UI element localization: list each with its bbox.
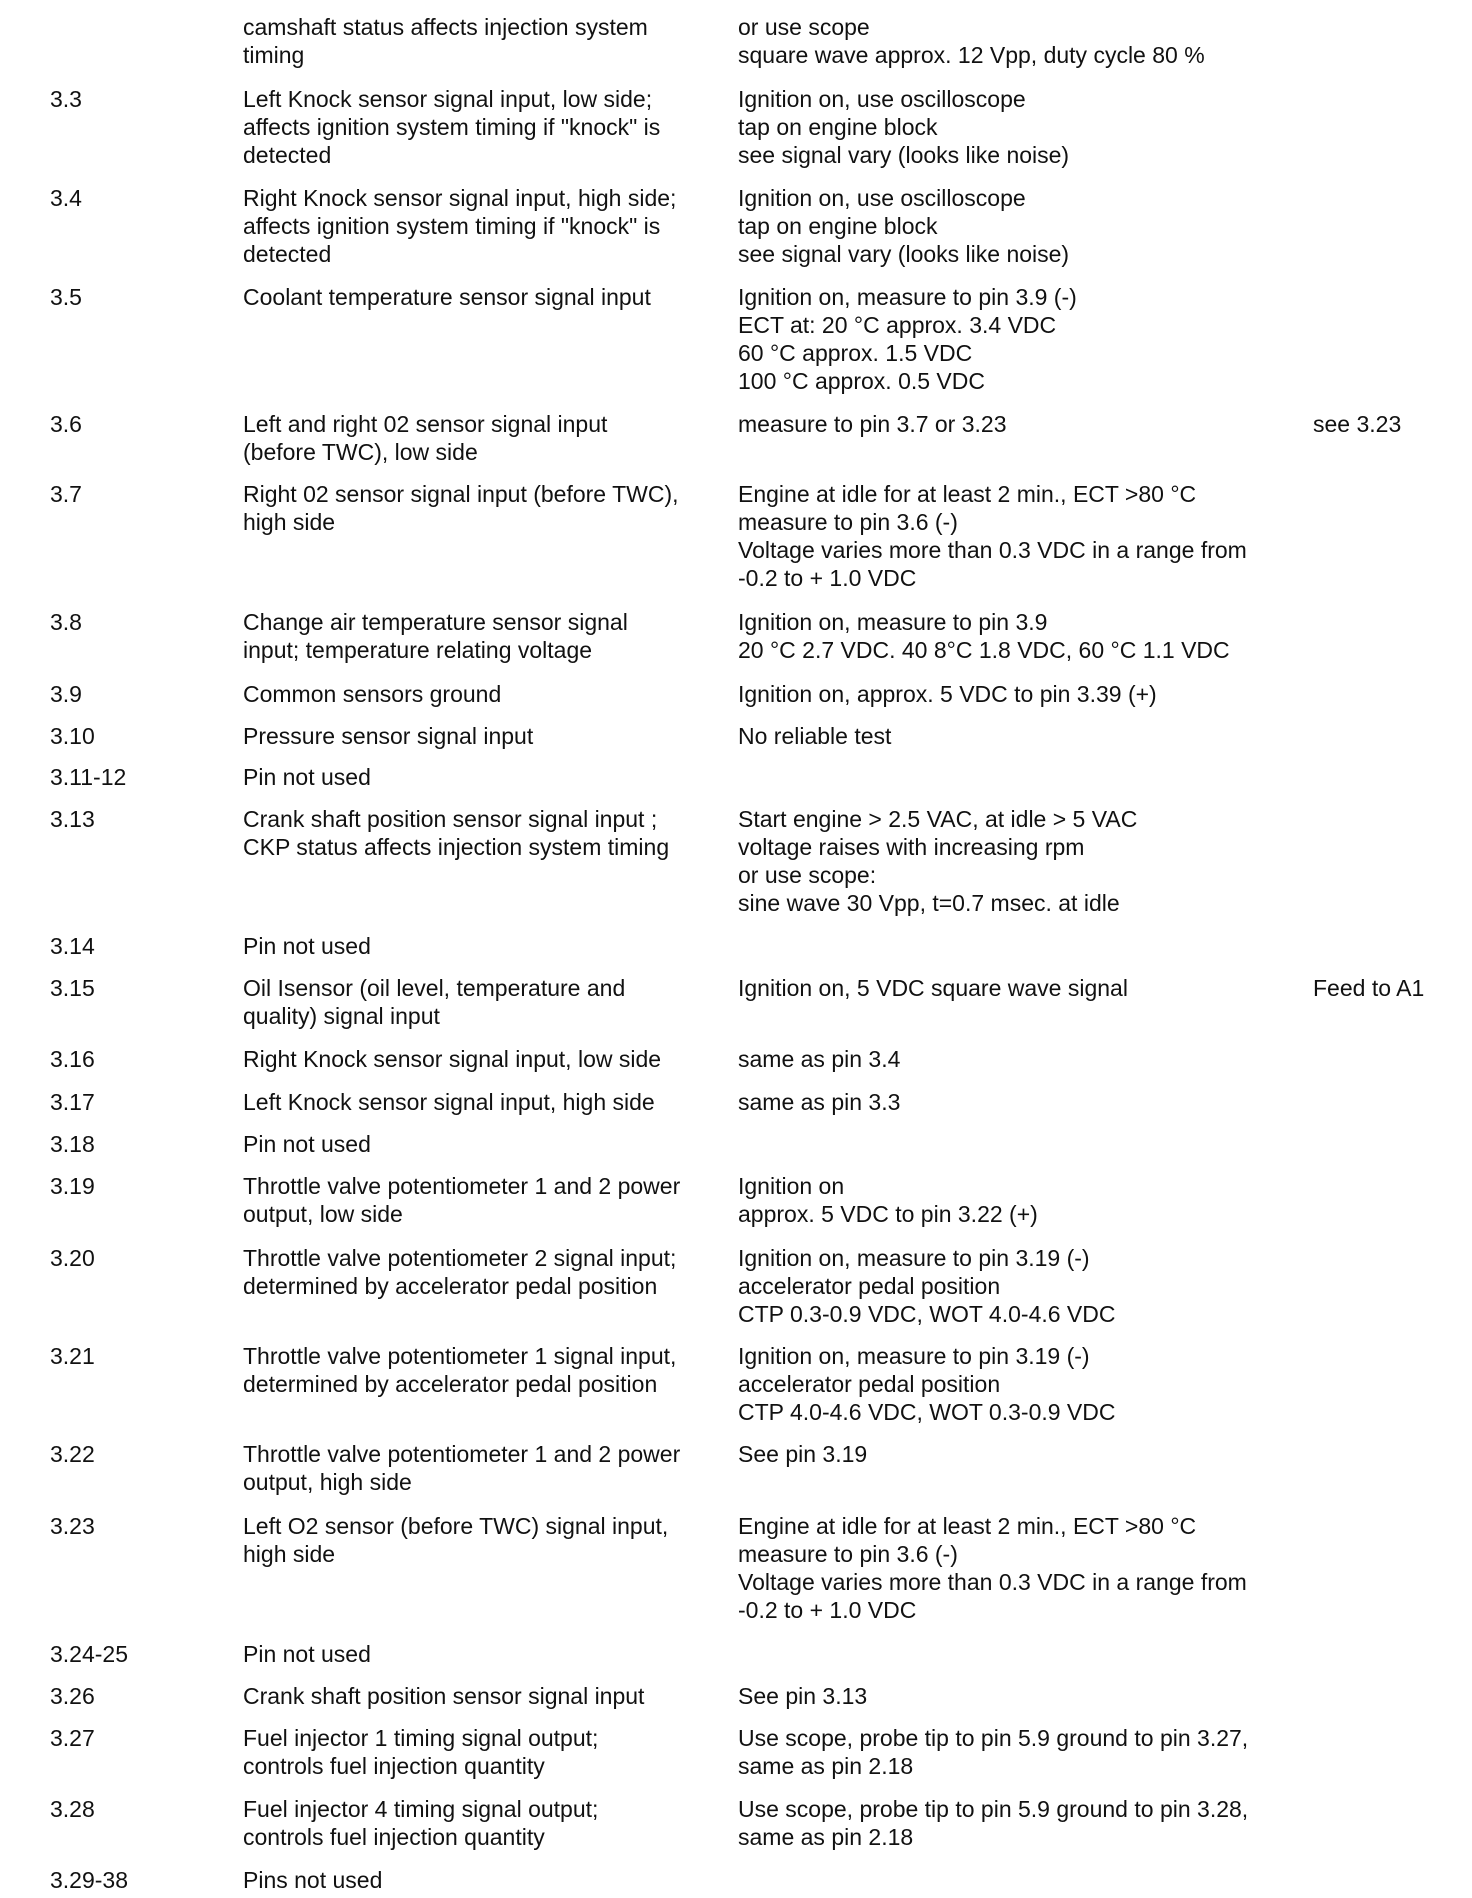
pin-function-line: high side	[243, 1541, 336, 1567]
pin-function-line: Right Knock sensor signal input, low side	[243, 1046, 662, 1072]
test-procedure-line: See pin 3.19	[738, 1441, 868, 1467]
pin-number: 3.10	[50, 723, 95, 749]
test-procedure-line: Ignition on, use oscilloscope	[738, 185, 1026, 211]
pin-function-line: detected	[243, 241, 332, 267]
test-procedure	[738, 1795, 1248, 1851]
pin-function-line: controls fuel injection quantity	[243, 1824, 545, 1850]
test-procedure-line: Voltage varies more than 0.3 VDC in a range from	[738, 537, 1247, 563]
pin-function-line: Pin not used	[243, 764, 371, 790]
test-procedure-line: Ignition on, use oscilloscope	[738, 86, 1026, 112]
test-procedure-line: 100 °C approx. 0.5 VDC	[738, 368, 985, 394]
pin-number: 3.17	[50, 1089, 95, 1115]
pin-function	[243, 480, 679, 536]
test-procedure-line: Engine at idle for at least 2 min., ECT >80 °C	[738, 1513, 1197, 1539]
pin-number: 3.6	[50, 411, 82, 437]
test-procedure	[738, 13, 1205, 69]
pin-function-line: CKP status affects injection system timing	[243, 834, 670, 860]
remark: Feed to A1	[1313, 975, 1425, 1001]
pin-number: 3.14	[50, 933, 95, 959]
pin-function-line: timing	[243, 42, 305, 68]
pin-number: 3.18	[50, 1131, 95, 1157]
pin-function-line: Pins not used	[243, 1867, 383, 1893]
pin-function-line: Coolant temperature sensor signal input	[243, 284, 651, 310]
pin-function	[243, 283, 651, 311]
pin-function	[243, 722, 533, 750]
pin-function-line: Throttle valve potentiometer 1 and 2 power	[243, 1173, 681, 1199]
test-procedure-line: Use scope, probe tip to pin 5.9 ground to pin 3.27,	[738, 1725, 1249, 1751]
pin-function-line: input; temperature relating voltage	[243, 637, 593, 663]
test-procedure-line: same as pin 3.4	[738, 1046, 901, 1072]
test-procedure	[738, 480, 1247, 592]
test-procedure	[738, 1172, 1038, 1228]
pin-function	[243, 1172, 680, 1228]
pin-function	[243, 1088, 655, 1116]
pin-function	[243, 1045, 661, 1073]
test-procedure-line: see signal vary (looks like noise)	[738, 142, 1070, 168]
pin-function-line: Right 02 sensor signal input (before TWC),	[243, 481, 679, 507]
test-procedure-line: measure to pin 3.7 or 3.23	[738, 411, 1007, 437]
pin-function-line: Pin not used	[243, 933, 371, 959]
pin-function	[243, 1724, 598, 1780]
test-procedure-line: accelerator pedal position	[738, 1371, 1001, 1397]
pin-function	[243, 932, 371, 960]
pin-function	[243, 805, 669, 861]
test-procedure	[738, 1045, 900, 1073]
pin-function-line: Throttle valve potentiometer 2 signal input;	[243, 1245, 677, 1271]
pin-function-line: Common sensors ground	[243, 681, 502, 707]
test-procedure	[738, 85, 1069, 169]
pin-function	[243, 1640, 371, 1668]
test-procedure-line: -0.2 to + 1.0 VDC	[738, 1597, 917, 1623]
test-procedure-line: same as pin 3.3	[738, 1089, 901, 1115]
test-procedure-line: tap on engine block	[738, 114, 938, 140]
test-procedure-line: sine wave 30 Vpp, t=0.7 msec. at idle	[738, 890, 1120, 916]
pin-function-line: Crank shaft position sensor signal input	[243, 1683, 645, 1709]
test-procedure	[738, 1342, 1116, 1426]
pin-function-line: Throttle valve potentiometer 1 and 2 power	[243, 1441, 681, 1467]
pin-function-line: Left Knock sensor signal input, low side;	[243, 86, 653, 112]
pin-function	[243, 85, 660, 169]
pin-function-line: Pin not used	[243, 1641, 371, 1667]
test-procedure	[738, 974, 1128, 1002]
test-procedure-line: Ignition on, 5 VDC square wave signal	[738, 975, 1128, 1001]
test-procedure-line: Start engine > 2.5 VAC, at idle > 5 VAC	[738, 806, 1138, 832]
pin-number: 3.24-25	[50, 1641, 129, 1667]
test-procedure-line: 20 °C 2.7 VDC. 40 8°C 1.8 VDC, 60 °C 1.1 VDC	[738, 637, 1230, 663]
test-procedure-line: Ignition on, measure to pin 3.19 (-)	[738, 1343, 1090, 1369]
pin-number: 3.11-12	[50, 764, 127, 790]
test-procedure	[738, 680, 1157, 708]
test-procedure-line: measure to pin 3.6 (-)	[738, 509, 958, 535]
pin-number: 3.3	[50, 86, 82, 112]
test-procedure	[738, 608, 1230, 664]
test-procedure-line: ECT at: 20 °C approx. 3.4 VDC	[738, 312, 1057, 338]
pin-function	[243, 1866, 382, 1894]
pin-function-line: (before TWC), low side	[243, 439, 478, 465]
test-procedure-line: square wave approx. 12 Vpp, duty cycle 80 %	[738, 42, 1205, 68]
pin-function	[243, 608, 628, 664]
remark: see 3.23	[1313, 411, 1402, 437]
test-procedure-line: accelerator pedal position	[738, 1273, 1001, 1299]
pin-number: 3.29-38	[50, 1867, 129, 1893]
pin-number: 3.5	[50, 284, 82, 310]
pin-function-line: Left O2 sensor (before TWC) signal input,	[243, 1513, 669, 1539]
pin-function-line: affects ignition system timing if "knock" is	[243, 114, 661, 140]
test-procedure-line: or use scope:	[738, 862, 877, 888]
pin-number: 3.13	[50, 806, 95, 832]
test-procedure-line: tap on engine block	[738, 213, 938, 239]
pin-function-line: detected	[243, 142, 332, 168]
pin-function-line: affects ignition system timing if "knock" is	[243, 213, 661, 239]
pin-function-line: controls fuel injection quantity	[243, 1753, 545, 1779]
pin-function-line: determined by accelerator pedal position	[243, 1371, 658, 1397]
pin-function	[243, 1512, 668, 1568]
test-procedure	[738, 283, 1077, 395]
pin-function	[243, 1130, 371, 1158]
test-procedure-line: 60 °C approx. 1.5 VDC	[738, 340, 973, 366]
pin-number: 3.15	[50, 975, 95, 1001]
pin-function-line: high side	[243, 509, 336, 535]
test-procedure-line: Engine at idle for at least 2 min., ECT >80 °C	[738, 481, 1197, 507]
pin-function-line: Throttle valve potentiometer 1 signal input,	[243, 1343, 677, 1369]
pin-function-line: output, high side	[243, 1469, 412, 1495]
pin-function	[243, 763, 371, 791]
pin-number: 3.16	[50, 1046, 95, 1072]
pin-function-line: camshaft status affects injection system	[243, 14, 648, 40]
pin-function	[243, 1342, 676, 1398]
pin-function-line: Crank shaft position sensor signal input ;	[243, 806, 658, 832]
test-procedure-line: measure to pin 3.6 (-)	[738, 1541, 958, 1567]
test-procedure-line: same as pin 2.18	[738, 1824, 914, 1850]
test-procedure	[738, 1512, 1247, 1624]
pin-number: 3.19	[50, 1173, 95, 1199]
test-procedure-line: See pin 3.13	[738, 1683, 868, 1709]
test-procedure-line: Ignition on	[738, 1173, 845, 1199]
test-procedure	[738, 184, 1069, 268]
test-procedure-line: Voltage varies more than 0.3 VDC in a range from	[738, 1569, 1247, 1595]
test-procedure	[738, 410, 1007, 438]
test-procedure-line: Ignition on, measure to pin 3.9	[738, 609, 1048, 635]
test-procedure	[738, 1724, 1248, 1780]
test-procedure-line: or use scope	[738, 14, 870, 40]
pin-function	[243, 680, 501, 708]
pin-function	[243, 1795, 598, 1851]
pin-function-line: Oil Isensor (oil level, temperature and	[243, 975, 626, 1001]
test-procedure-line: voltage raises with increasing rpm	[738, 834, 1085, 860]
pin-function	[243, 1440, 680, 1496]
pin-number: 3.28	[50, 1796, 95, 1822]
pin-function	[243, 410, 607, 466]
pin-function-line: Pin not used	[243, 1131, 371, 1157]
pin-function-line: Left Knock sensor signal input, high side	[243, 1089, 655, 1115]
pin-function-line: Fuel injector 1 timing signal output;	[243, 1725, 599, 1751]
pin-function-line: Pressure sensor signal input	[243, 723, 534, 749]
pin-number: 3.22	[50, 1441, 95, 1467]
test-procedure	[738, 1440, 867, 1468]
test-procedure-line: see signal vary (looks like noise)	[738, 241, 1070, 267]
pin-function-line: Right Knock sensor signal input, high side;	[243, 185, 677, 211]
pin-function-line: output, low side	[243, 1201, 403, 1227]
pin-function	[243, 184, 676, 268]
pin-number: 3.26	[50, 1683, 95, 1709]
pin-function-line: Change air temperature sensor signal	[243, 609, 628, 635]
test-procedure-line: CTP 0.3-0.9 VDC, WOT 4.0-4.6 VDC	[738, 1301, 1116, 1327]
pin-number: 3.7	[50, 481, 82, 507]
pin-function	[243, 974, 625, 1030]
test-procedure-line: same as pin 2.18	[738, 1753, 914, 1779]
test-procedure-line: No reliable test	[738, 723, 892, 749]
test-procedure	[738, 805, 1137, 917]
test-procedure-line: -0.2 to + 1.0 VDC	[738, 565, 917, 591]
test-procedure-line: Ignition on, approx. 5 VDC to pin 3.39 (+)	[738, 681, 1157, 707]
pin-number: 3.23	[50, 1513, 95, 1539]
test-procedure	[738, 1682, 867, 1710]
test-procedure-line: Ignition on, measure to pin 3.19 (-)	[738, 1245, 1090, 1271]
pin-number: 3.20	[50, 1245, 95, 1271]
pin-number: 3.4	[50, 185, 82, 211]
pin-function-line: quality) signal input	[243, 1003, 440, 1029]
pin-function-line: determined by accelerator pedal position	[243, 1273, 658, 1299]
pin-function-line: Left and right 02 sensor signal input	[243, 411, 608, 437]
test-procedure	[738, 1244, 1116, 1328]
pin-function	[243, 1244, 676, 1300]
test-procedure-line: Use scope, probe tip to pin 5.9 ground to pin 3.28,	[738, 1796, 1249, 1822]
test-procedure-line: approx. 5 VDC to pin 3.22 (+)	[738, 1201, 1038, 1227]
pin-function	[243, 1682, 644, 1710]
pin-number: 3.21	[50, 1343, 95, 1369]
test-procedure-line: CTP 4.0-4.6 VDC, WOT 0.3-0.9 VDC	[738, 1399, 1116, 1425]
pin-function	[243, 13, 648, 69]
test-procedure	[738, 722, 891, 750]
pin-number: 3.9	[50, 681, 82, 707]
pin-function-line: Fuel injector 4 timing signal output;	[243, 1796, 599, 1822]
pin-number: 3.8	[50, 609, 82, 635]
pin-number: 3.27	[50, 1725, 95, 1751]
test-procedure-line: Ignition on, measure to pin 3.9 (-)	[738, 284, 1077, 310]
test-procedure	[738, 1088, 900, 1116]
